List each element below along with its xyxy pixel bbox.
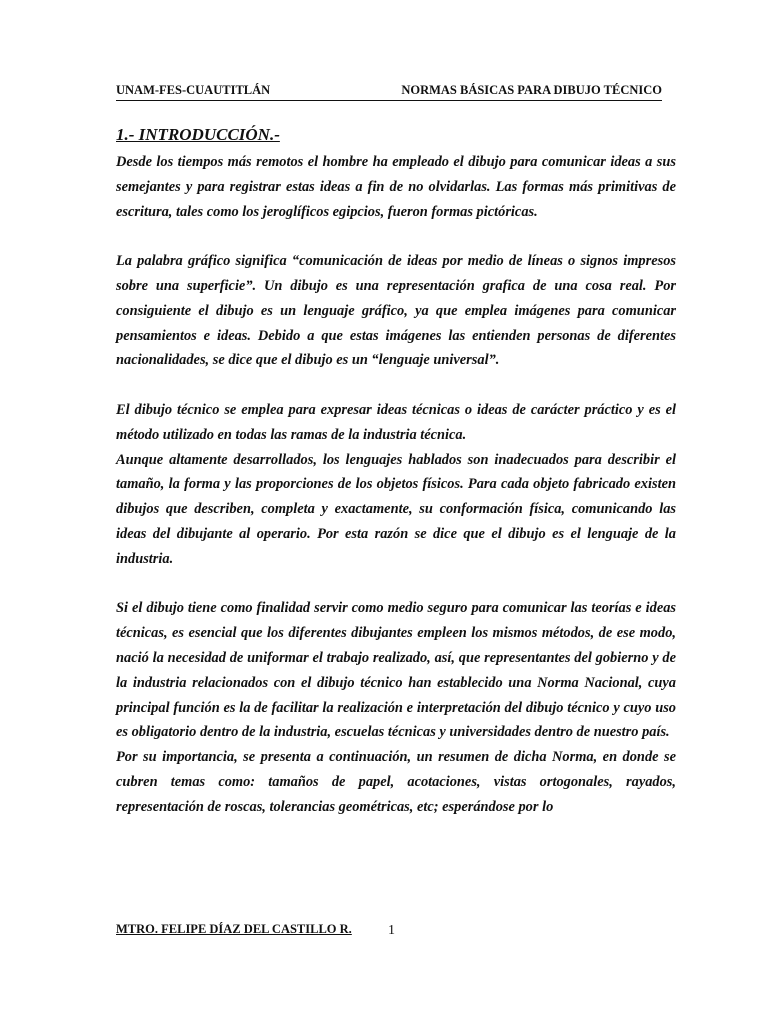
header-document-title: NORMAS BÁSICAS PARA DIBUJO TÉCNICO [401,83,662,97]
footer-author: MTRO. FELIPE DÍAZ DEL CASTILLO R. [116,922,352,936]
page-footer [116,922,416,942]
paragraph-norm-summary: Por su importancia, se presenta a continuación, un resumen de dicha Norma, en donde se cubren temas como: tamaños de papel, acotaciones, vistas ortogonales, rayados, representación de roscas, tolerancias geométricas, etc; esperándose por lo [116,749,676,815]
body-text [116,150,676,820]
page-header [116,83,662,101]
paragraph-spoken-languages: Aunque altamente desarrollados, los lenguajes hablados son inadecuados para describir el tamaño, la forma y las proporciones de los objetos físicos. Para cada objeto fabricado existen dibujos que describen, completa y exactamente, su conformación física, comunicando las ideas del dibujante al operario. Por esta razón se dice que el dibujo es el lenguaje de la industria. [116,451,676,567]
section-title: 1.- INTRODUCCIÓN.- [116,125,280,144]
paragraph-technical-drawing: El dibujo técnico se emplea para expresar ideas técnicas o ideas de carácter práctico y es el método utilizado en todas las ramas de la industria técnica. [116,401,676,443]
paragraph-graphic-meaning: La palabra gráfico significa “comunicación de ideas por medio de líneas o signos impresos sobre una superficie”. Un dibujo es una representación grafica de una cosa real. Por consiguiente el dibujo es un lenguaje gráfico, ya que emplea imágenes para comunicar pensamientos e ideas. Debido a que estas imágenes las entienden personas de diferentes nacionalidades, se dice que el dibujo es un “lenguaje universal”. [116,253,676,369]
page-number: 1 [388,923,395,938]
paragraph-origins: Desde los tiempos más remotos el hombre ha empleado el dibujo para comunicar ideas a sus semejantes y para registrar estas ideas a fin de no olvidarlas. Las formas más primitivas de escritura, tales como los jeroglíficos egipcios, fueron formas pictóricas. [116,154,676,220]
header-institution: UNAM-FES-CUAUTITLÁN [116,83,271,97]
paragraph-national-norm: Si el dibujo tiene como finalidad servir como medio seguro para comunicar las teorías e ideas técnicas, es esencial que los diferentes dibujantes empleen los mismos métodos, de ese modo, nació la necesidad de uniformar el trabajo realizado, así, que representantes del gobierno y de la industria relacionados con el dibujo técnico han establecido una Norma Nacional, cuya principal función es la de facilitar la realización e interpretación del dibujo técnico y cuyo uso es obligatorio dentro de la industria, escuelas técnicas y universidades dentro de nuestro país. [116,600,676,741]
